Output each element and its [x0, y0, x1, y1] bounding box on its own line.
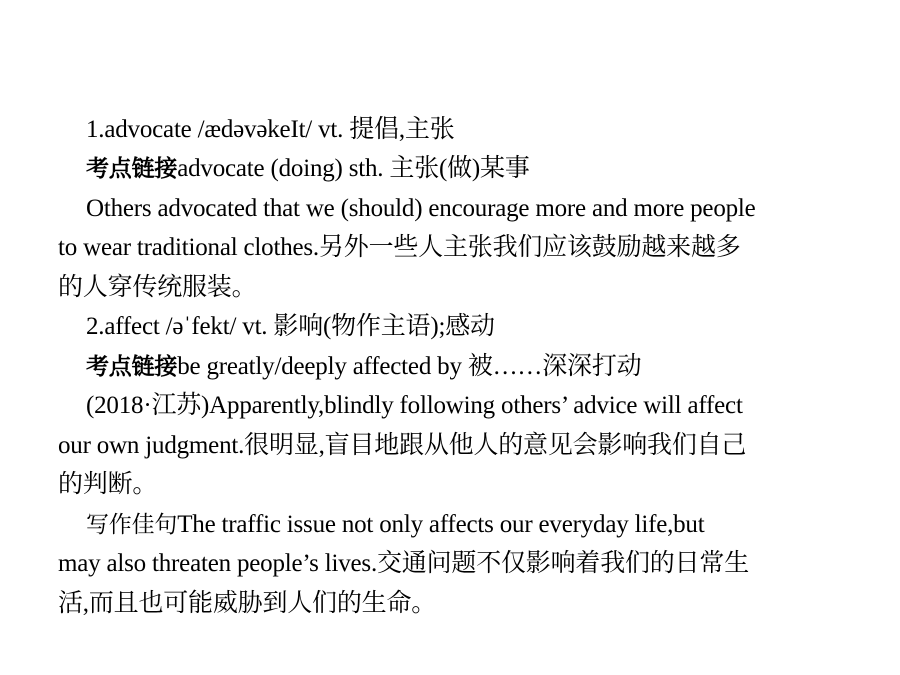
entry-1-example-line-1: [86, 194, 756, 224]
entry-2-link: [86, 352, 641, 382]
entry-1-headword-text: 1.advocate /ædəvəkeIt/ vt. 提倡,主张: [86, 116, 455, 143]
entry-2-example-text-3: 的判断。: [58, 471, 158, 498]
entry-2-example-line-1: [86, 391, 743, 421]
entry-1-headword: [86, 115, 455, 145]
entry-2-headword-text: 2.affect /əˈfekt/ vt. 影响(物作主语);感动: [86, 313, 495, 340]
entry-2-writing-text-3: 活,而且也可能威胁到人们的生命。: [58, 590, 437, 617]
entry-2-writing-line-2: [58, 549, 749, 579]
entry-2-example-text-2: our own judgment.很明显,盲目地跟从他人的意见会影响我们自己: [58, 432, 747, 459]
entry-1-link: [86, 154, 530, 184]
entry-1-example-text-2: to wear traditional clothes.另外一些人主张我们应该鼓励越来越多: [58, 234, 741, 261]
entry-1-example-line-3: [58, 273, 256, 303]
entry-2-writing-line-3: [58, 589, 436, 619]
entry-2-example-line-2: [58, 431, 746, 461]
entry-2-writing-text-1: The traffic issue not only affects our everyday life,but: [177, 511, 705, 538]
entry-2-headword: [86, 312, 495, 342]
entry-2-link-text: be greatly/deeply affected by 被……深深打动: [177, 353, 642, 380]
entry-2-writing-text-2: may also threaten people’s lives.交通问题不仅影响着我们的日常生: [58, 550, 749, 577]
entry-1-link-label: 考点链接: [86, 156, 178, 182]
entry-2-link-label: 考点链接: [86, 354, 178, 380]
entry-2-example-line-3: [58, 470, 157, 500]
entry-1-example-line-2: [58, 233, 741, 263]
entry-2-example-text-1: (2018·江苏)Apparently,blindly following others’ advice will affect: [86, 392, 743, 419]
entry-2-writing-label: 写作佳句: [86, 512, 178, 538]
entry-1-example-text-3: 的人穿传统服装。: [58, 274, 257, 301]
entry-2-writing-line-1: [86, 510, 704, 540]
entry-1-example-text-1: Others advocated that we (should) encourage more and more people: [86, 195, 756, 222]
entry-1-link-text: advocate (doing) sth. 主张(做)某事: [177, 155, 530, 182]
